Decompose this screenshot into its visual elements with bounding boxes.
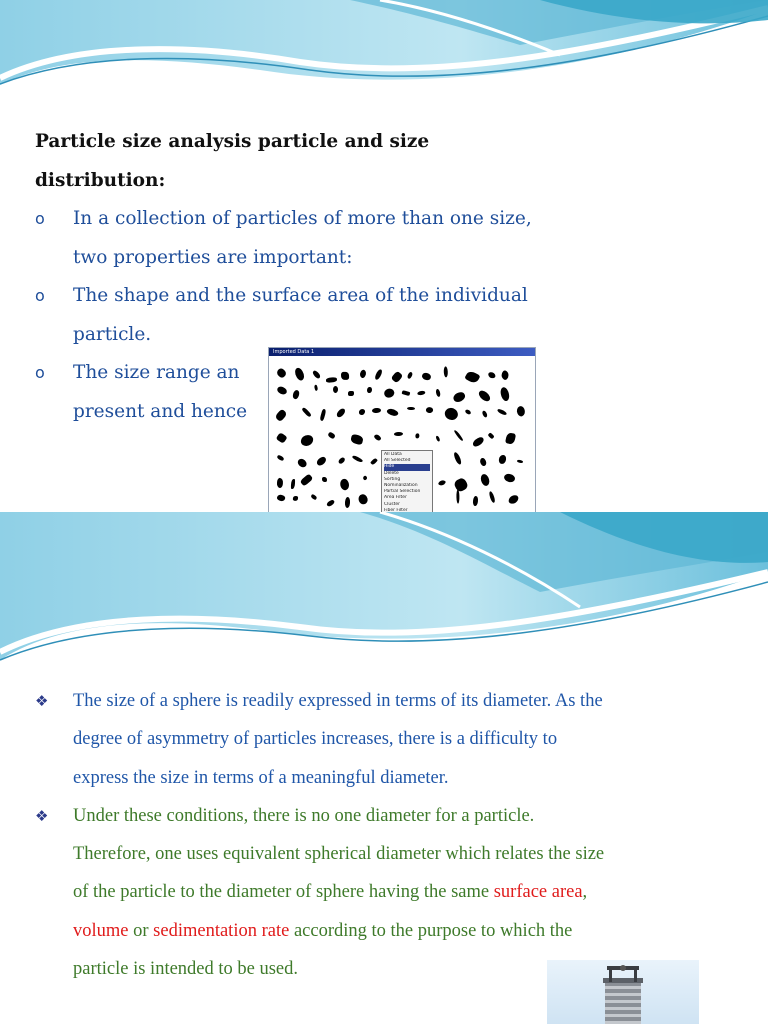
particle-blob bbox=[373, 433, 381, 442]
context-menu-item: Sorting bbox=[384, 476, 401, 482]
particle-blob bbox=[276, 385, 288, 395]
particle-blob bbox=[341, 372, 349, 380]
particle-blob bbox=[390, 370, 402, 383]
particle-blob bbox=[292, 390, 300, 401]
particle-blob bbox=[326, 499, 335, 508]
sedimentation-rate-term: sedimentation rate bbox=[153, 920, 290, 941]
particle-blob bbox=[402, 390, 410, 396]
bullet-1-line-1: The size of a sphere is readily expressed in terms of its diameter. As the bbox=[73, 691, 603, 711]
particle-blob bbox=[298, 458, 308, 469]
particle-blob bbox=[362, 475, 368, 481]
sieve-stack-image bbox=[547, 960, 699, 1024]
bullet-1-line-2: two properties are important: bbox=[73, 246, 353, 268]
particle-blob bbox=[443, 406, 460, 423]
context-menu-item: All Data bbox=[384, 452, 402, 457]
particle-blob bbox=[487, 432, 494, 439]
particle-blob bbox=[276, 454, 284, 461]
particle-blob bbox=[499, 386, 511, 402]
context-menu-item: Cluster bbox=[384, 501, 400, 507]
bullet-2-line-2: particle. bbox=[73, 323, 152, 345]
particle-blob bbox=[292, 367, 306, 382]
particle-blob bbox=[435, 435, 440, 441]
particle-blob bbox=[337, 456, 346, 464]
particle-blob bbox=[453, 391, 467, 404]
particle-blob bbox=[386, 407, 399, 419]
slide-2 bbox=[0, 512, 768, 1024]
particle-blob bbox=[515, 405, 526, 417]
diamond-bullet-icon: ❖ bbox=[35, 806, 49, 825]
particle-blob bbox=[358, 494, 369, 506]
bullet-2-line-5: particle is intended to be used. bbox=[73, 959, 299, 980]
particle-blob bbox=[322, 477, 327, 482]
bullet-1-line-3: express the size in terms of a meaningful diameter. bbox=[73, 767, 449, 788]
line-4-or: or bbox=[128, 920, 154, 941]
particle-blob bbox=[312, 370, 322, 380]
bullet-2-line-1: Under these conditions, there is no one diameter for a particle. bbox=[73, 805, 535, 826]
particle-blob bbox=[337, 477, 351, 491]
context-menu bbox=[381, 450, 433, 512]
heading-line-1: Particle size analysis particle and size bbox=[35, 131, 430, 152]
particle-blob bbox=[301, 434, 314, 447]
particle-blob bbox=[443, 366, 448, 378]
particle-blob bbox=[367, 387, 372, 394]
particle-blob bbox=[327, 432, 336, 440]
slide-1-heading bbox=[35, 123, 735, 200]
particle-blob bbox=[488, 372, 495, 379]
screenshot-title-bar: Imported Data 1 bbox=[269, 348, 535, 356]
header-wave-decoration bbox=[0, 512, 768, 632]
particle-blob bbox=[452, 451, 463, 465]
particle-blob bbox=[275, 432, 287, 444]
particle-blob bbox=[517, 459, 524, 464]
particle-blob bbox=[465, 369, 481, 384]
bullet-1-line-1: In a collection of particles of more than one size, bbox=[73, 208, 532, 229]
particle-blob bbox=[352, 454, 363, 464]
particle-blob bbox=[372, 408, 381, 414]
particle-blob bbox=[291, 479, 295, 489]
particle-blob bbox=[276, 494, 286, 503]
bullet-marker-icon: o bbox=[35, 286, 45, 305]
particle-blob bbox=[325, 377, 337, 382]
line-4-text: according to the purpose to which the bbox=[289, 920, 573, 941]
particle-blob bbox=[383, 387, 396, 399]
bullet-2-line-1: The shape and the surface area of the individual bbox=[73, 285, 528, 306]
context-menu-item: Hide bbox=[384, 464, 430, 470]
particle-blob bbox=[505, 432, 516, 445]
volume-term: volume bbox=[73, 920, 129, 941]
particle-blob bbox=[274, 409, 288, 423]
particle-blob bbox=[454, 429, 464, 442]
particle-blob bbox=[394, 432, 403, 436]
particle-blob bbox=[358, 408, 364, 415]
particle-blob bbox=[481, 410, 488, 418]
particle-blob bbox=[425, 406, 433, 414]
line-3-text: of the particle to the diameter of sphere having the same bbox=[73, 882, 494, 903]
particle-blob bbox=[421, 372, 432, 382]
particle-blob bbox=[374, 369, 383, 381]
slide-1-bullet-1 bbox=[35, 200, 735, 277]
bullet-2-line-4 bbox=[73, 912, 705, 950]
particle-blob bbox=[504, 473, 516, 483]
particle-blob bbox=[477, 389, 492, 403]
surface-area-term: surface area bbox=[493, 882, 583, 903]
line-3-comma: , bbox=[582, 882, 588, 903]
header-wave-decoration bbox=[0, 0, 768, 120]
particle-blob bbox=[350, 434, 364, 445]
particle-blob bbox=[370, 458, 378, 466]
slide-2-bullet-1 bbox=[35, 682, 705, 797]
particle-blob bbox=[348, 391, 354, 397]
particle-blob bbox=[358, 369, 367, 379]
bullet-marker-icon: o bbox=[35, 209, 45, 228]
particle-analysis-screenshot bbox=[268, 347, 536, 512]
particle-blob bbox=[488, 490, 496, 503]
particle-blob bbox=[415, 433, 419, 438]
particle-blob bbox=[499, 369, 510, 380]
context-menu-item: Delete bbox=[384, 470, 399, 476]
particle-blob bbox=[464, 409, 471, 415]
particle-blob bbox=[478, 457, 488, 467]
particle-blob bbox=[333, 386, 339, 394]
particle-blob bbox=[320, 409, 327, 421]
particle-blob bbox=[453, 476, 469, 492]
context-menu-item: Nominalization bbox=[384, 482, 418, 488]
heading-line-2: distribution: bbox=[35, 169, 166, 191]
particle-blob bbox=[345, 497, 351, 509]
particle-blob bbox=[336, 407, 347, 419]
particle-blob bbox=[301, 407, 311, 418]
bullet-marker-icon: o bbox=[35, 363, 45, 382]
particle-blob bbox=[276, 477, 284, 487]
particle-blob bbox=[496, 408, 507, 417]
bullet-2-line-2: Therefore, one uses equivalent spherical diameter which relates the size bbox=[73, 844, 605, 865]
context-menu-item: Area Filter bbox=[384, 495, 407, 501]
particle-blob bbox=[407, 407, 415, 411]
particle-blob bbox=[315, 455, 326, 467]
particle-blob bbox=[275, 367, 287, 379]
particle-blob bbox=[406, 371, 413, 379]
slide-2-text bbox=[35, 682, 705, 988]
particle-blob bbox=[438, 478, 446, 486]
particle-blob bbox=[299, 474, 313, 487]
bullet-2-line-3 bbox=[73, 873, 705, 911]
particle-blob bbox=[436, 389, 441, 398]
particle-blob bbox=[479, 473, 490, 487]
context-menu-item: Fiber Filter bbox=[384, 507, 408, 512]
diamond-bullet-icon: ❖ bbox=[35, 692, 49, 710]
slide-1-bullet-2 bbox=[35, 277, 735, 354]
bullet-1-line-2: degree of asymmetry of particles increases, there is a difficulty to bbox=[73, 729, 558, 750]
bullet-3-line-2: present and hence bbox=[73, 400, 248, 422]
particle-blob bbox=[472, 436, 485, 447]
context-menu-item: Partial Selection bbox=[384, 489, 421, 495]
particle-blob bbox=[311, 494, 318, 500]
particle-blob bbox=[313, 385, 318, 391]
particle-blob bbox=[508, 494, 519, 505]
particle-blob bbox=[417, 390, 426, 396]
context-menu-item: All Selected bbox=[384, 458, 411, 464]
bullet-3-line-1-start: The size range an bbox=[73, 362, 240, 383]
particle-blob bbox=[498, 454, 507, 464]
particle-blob bbox=[293, 495, 299, 500]
particle-blob bbox=[473, 495, 479, 506]
